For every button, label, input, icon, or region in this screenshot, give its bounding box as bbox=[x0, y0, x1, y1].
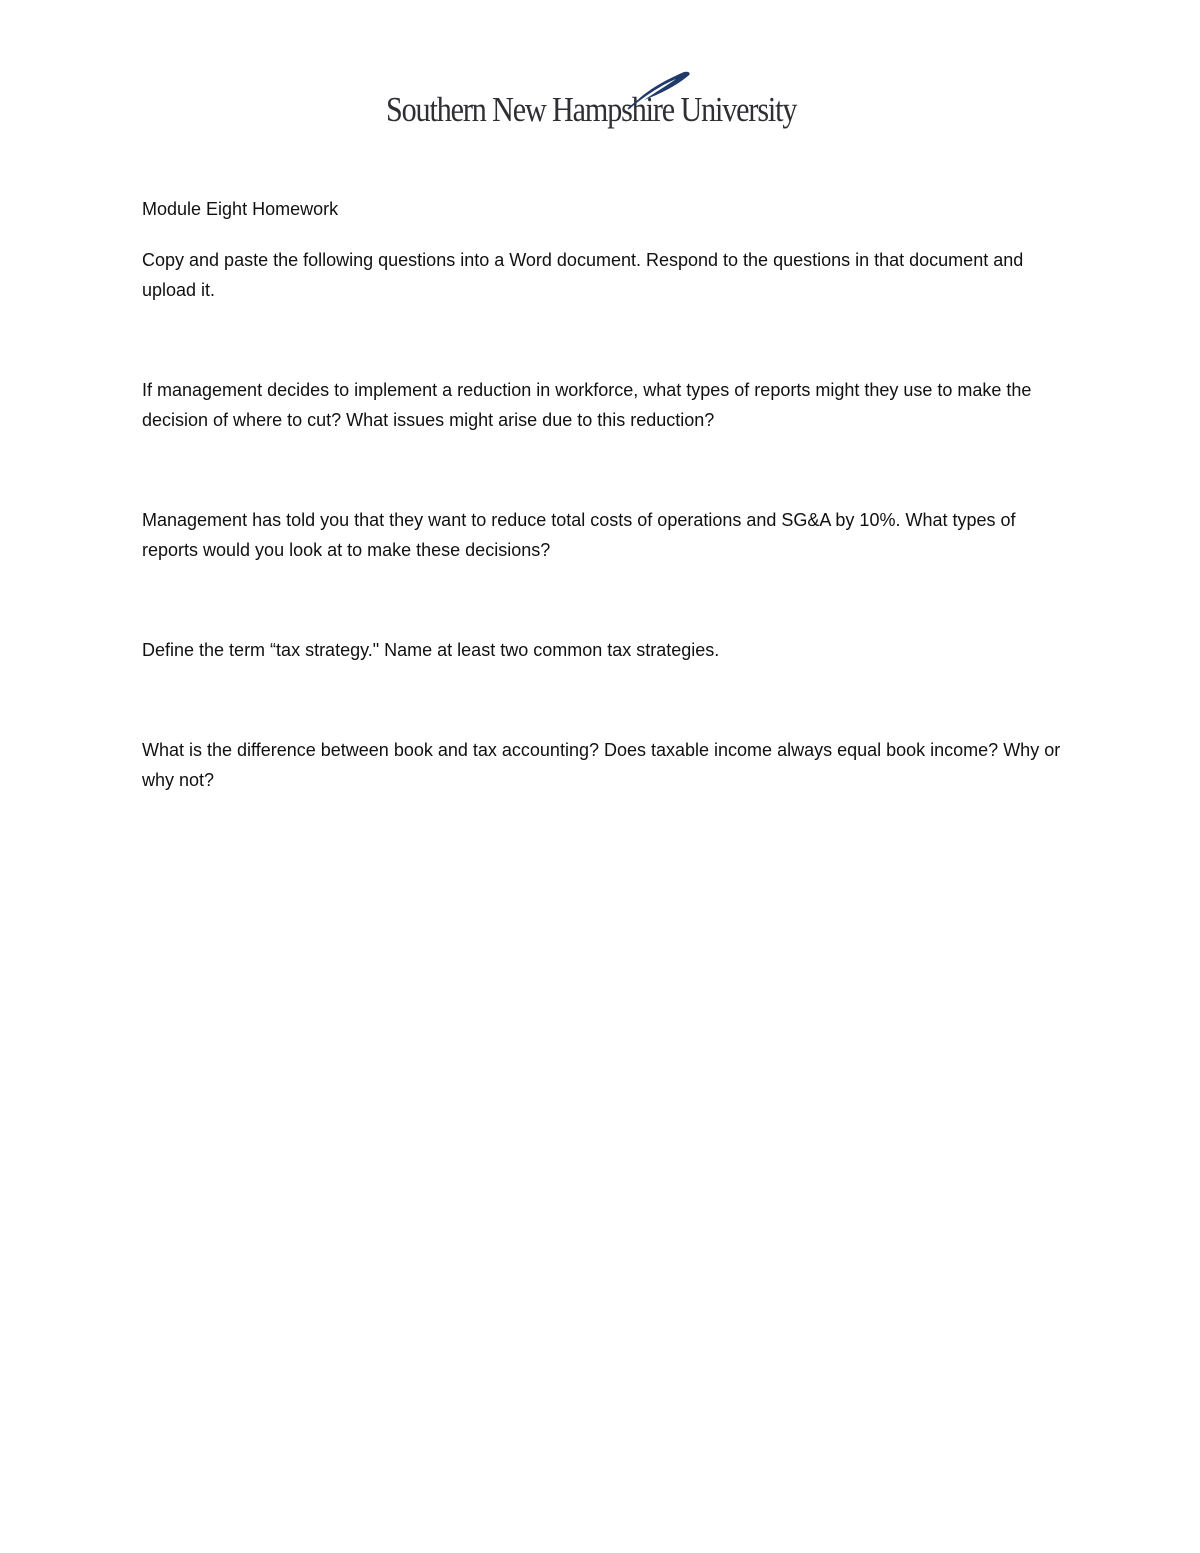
document-body bbox=[142, 194, 1062, 865]
question-2: Management has told you that they want to reduce total costs of operations and SG&A by 10%. What types of reports would you look at to make these decisions? bbox=[142, 510, 1016, 560]
question-4: What is the difference between book and tax accounting? Does taxable income always equal book income? Why or why not? bbox=[142, 740, 1061, 790]
feather-icon bbox=[626, 70, 696, 110]
question-1: If management decides to implement a reduction in workforce, what types of reports might they use to make the decision of where to cut? What issues might arise due to this reduction? bbox=[142, 380, 1032, 430]
document-title: Module Eight Homework bbox=[142, 199, 339, 219]
logo-wordmark: Southern New Hampshire University bbox=[386, 90, 797, 129]
instructions-paragraph: Copy and paste the following questions into a Word document. Respond to the questions in that document and upload it. bbox=[142, 250, 1024, 300]
university-logo bbox=[386, 70, 816, 140]
question-3: Define the term “tax strategy." Name at least two common tax strategies. bbox=[142, 640, 720, 660]
